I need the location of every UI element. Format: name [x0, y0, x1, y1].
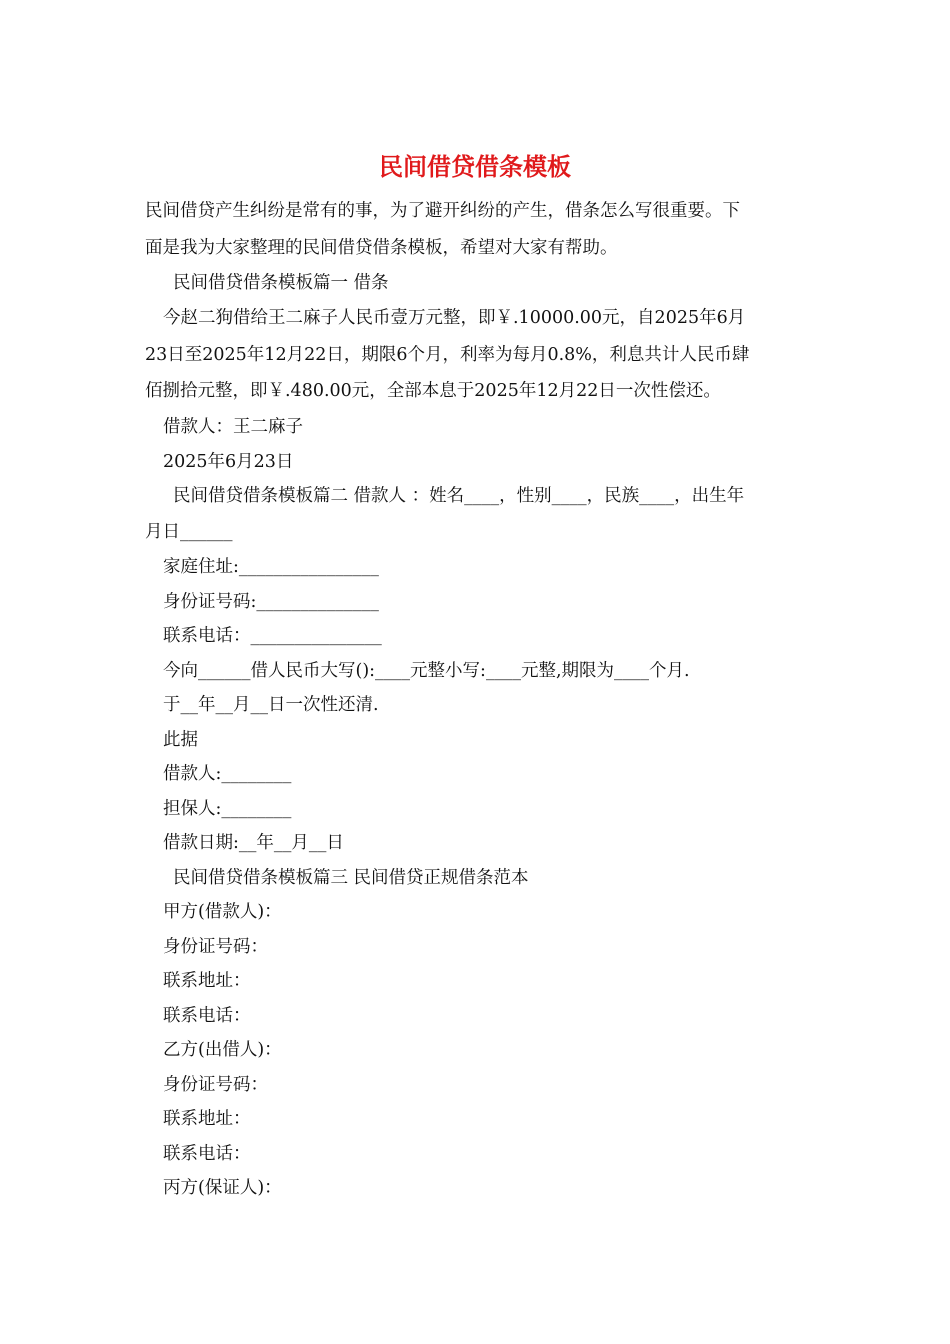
loan-date-field: 借款日期:__年__月__日: [163, 833, 344, 853]
party-a-id-label: 身份证号码：: [163, 937, 268, 957]
hereby-note: 此据: [163, 730, 198, 750]
id-number-field: 身份证号码:______________: [163, 592, 379, 612]
party-b-address-label: 联系地址：: [163, 1109, 251, 1129]
borrower-signature: 借款人：王二麻子: [163, 417, 303, 437]
party-b-id-label: 身份证号码：: [163, 1075, 268, 1095]
party-c-label: 丙方(保证人)：: [163, 1178, 282, 1198]
phone-field: 联系电话：_______________: [163, 626, 382, 646]
party-b-phone-label: 联系电话：: [163, 1144, 251, 1164]
party-a-phone-label: 联系电话：: [163, 1006, 251, 1026]
intro-line-1: 民间借贷产生纠纷是常有的事，为了避开纠纷的产生，借条怎么写很重要。下: [145, 201, 740, 221]
home-address-field: 家庭住址:________________: [163, 557, 379, 577]
section-3-heading: 民间借贷借条模板篇三 民间借贷正规借条范本: [173, 868, 529, 888]
section-1-para-line-3: 佰捌拾元整，即￥.480.00元，全部本息于2025年12月22日一次性偿还。: [145, 381, 721, 401]
party-a-address-label: 联系地址：: [163, 971, 251, 991]
party-a-label: 甲方(借款人)：: [163, 902, 282, 922]
section-1-para-line-2: 23日至2025年12月22日，期限6个月，利率为每月0.8%，利息共计人民币肆: [145, 345, 750, 365]
section-2-heading: 民间借贷借条模板篇二 借款人 ：姓名____，性别____，民族____，出生年: [173, 486, 745, 506]
section-1-heading: 民间借贷借条模板篇一 借条: [173, 273, 389, 293]
section-1-para-line-1: 今赵二狗借给王二麻子人民币壹万元整，即￥.10000.00元，自2025年6月: [163, 308, 746, 328]
document-title: 民间借贷借条模板: [379, 152, 571, 181]
repayment-date-line: 于__年__月__日一次性还清.: [163, 695, 379, 715]
loan-amount-line: 今向______借人民币大写():____元整小写:____元整,期限为____个月.: [163, 661, 690, 681]
intro-line-2: 面是我为大家整理的民间借贷借条模板，希望对大家有帮助。: [145, 238, 618, 258]
party-b-label: 乙方(出借人)：: [163, 1040, 282, 1060]
guarantor-field: 担保人:________: [163, 799, 292, 819]
signature-date: 2025年6月23日: [163, 452, 294, 472]
borrower-field: 借款人:________: [163, 764, 292, 784]
section-2-heading-cont: 月日______: [145, 522, 233, 542]
